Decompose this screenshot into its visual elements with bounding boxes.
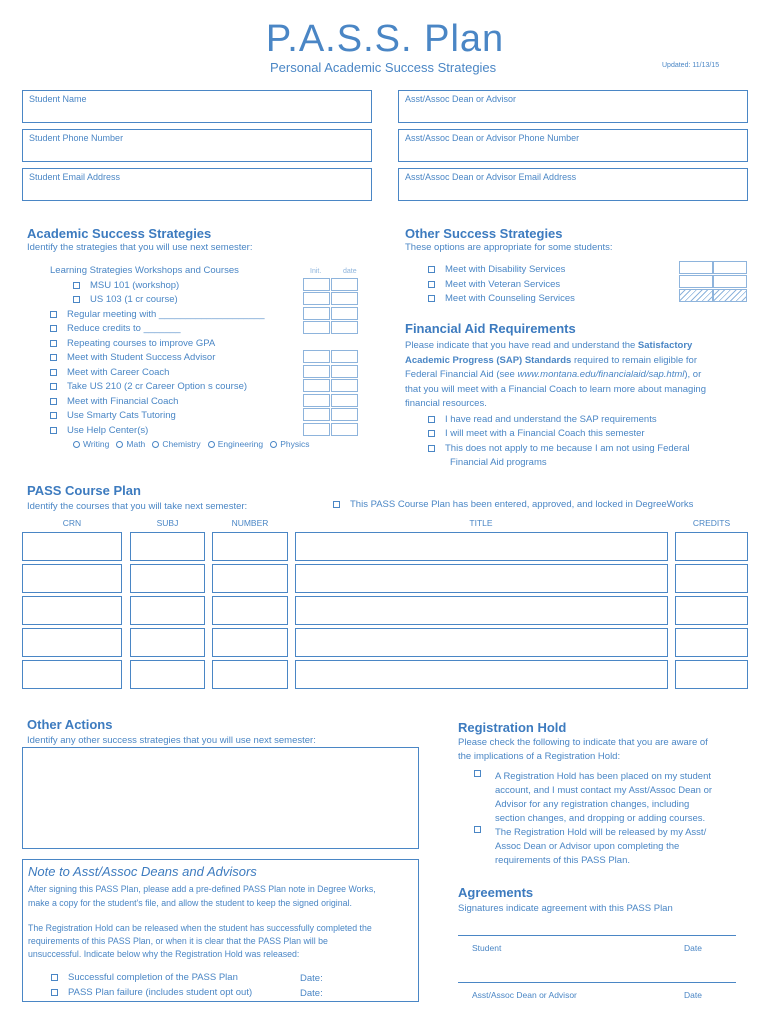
financial-paragraph: Please indicate that you have read and understand the Satisfactory Academic Progress (SAP) Standards required to remain eligible for Federal Financial Aid (see www.montana.edu/financialaid/sap.html), or that you will meet with a Financial Coach to learn more about managing financial resources.	[405, 340, 706, 409]
other-item[interactable]: Meet with Disability Services	[428, 264, 565, 275]
init-box[interactable]	[303, 394, 330, 407]
advisor-phone-field[interactable]	[398, 129, 748, 162]
agreements-heading: Agreements	[458, 885, 534, 900]
course-subj-cell[interactable]	[130, 532, 205, 561]
academic-item[interactable]: Take US 210 (2 cr Career Option s course)	[50, 381, 247, 392]
course-subj-cell[interactable]	[130, 596, 205, 625]
other-actions-instruction: Identify any other success strategies that you will use next semester:	[27, 735, 316, 746]
checkbox[interactable]	[428, 266, 435, 273]
course-credits-cell[interactable]	[675, 564, 748, 593]
course-credits-cell[interactable]	[675, 596, 748, 625]
disabled-date-box	[713, 289, 747, 302]
financial-item[interactable]: This does not apply to me because I am not using Federal	[428, 443, 690, 454]
other-actions-textarea[interactable]	[22, 747, 419, 849]
course-subj-cell[interactable]	[130, 660, 205, 689]
note-option-success[interactable]: Successful completion of the PASS Plan	[51, 972, 238, 983]
other-actions-heading: Other Actions	[27, 717, 113, 732]
academic-instruction: Identify the strategies that you will use next semester:	[27, 242, 253, 253]
date-box[interactable]	[713, 261, 747, 274]
course-title-cell[interactable]	[295, 628, 668, 657]
checkbox[interactable]	[50, 311, 57, 318]
init-box[interactable]	[303, 278, 330, 291]
advisor-signature-line[interactable]	[458, 982, 736, 983]
init-box[interactable]	[303, 307, 330, 320]
date-box[interactable]	[331, 379, 358, 392]
col-title: TITLE	[469, 518, 493, 528]
note-date-label: Date:	[300, 988, 323, 999]
checkbox[interactable]	[50, 398, 57, 405]
date-box[interactable]	[331, 278, 358, 291]
page-subtitle: Personal Academic Success Strategies	[270, 60, 497, 75]
col-number: NUMBER	[231, 518, 269, 528]
init-box[interactable]	[303, 379, 330, 392]
registration-heading: Registration Hold	[458, 720, 567, 735]
init-label: Init.	[310, 268, 322, 275]
course-number-cell[interactable]	[212, 660, 288, 689]
checkbox[interactable]	[73, 296, 80, 303]
advisor-name-field[interactable]	[398, 90, 748, 123]
student-phone-label: Student Phone Number	[29, 133, 124, 143]
init-box[interactable]	[303, 321, 330, 334]
financial-item-continued: Financial Aid programs	[450, 457, 547, 468]
student-name-label: Student Name	[29, 94, 87, 104]
checkbox[interactable]	[333, 501, 340, 508]
course-title-cell[interactable]	[295, 660, 668, 689]
col-crn: CRN	[62, 518, 82, 528]
checkbox[interactable]	[428, 430, 435, 437]
course-number-cell[interactable]	[212, 532, 288, 561]
student-phone-field[interactable]	[22, 129, 372, 162]
student-email-label: Student Email Address	[29, 172, 121, 182]
academic-item[interactable]: Repeating courses to improve GPA	[50, 338, 215, 349]
date-box[interactable]	[713, 275, 747, 288]
student-name-field[interactable]	[22, 90, 372, 123]
academic-item[interactable]: Meet with Student Success Advisor	[50, 352, 215, 363]
checkbox[interactable]	[50, 412, 57, 419]
course-crn-cell[interactable]	[22, 660, 122, 689]
course-crn-cell[interactable]	[22, 628, 122, 657]
advisor-signature-label: Asst/Assoc Dean or Advisor	[472, 990, 577, 1000]
disabled-init-box	[679, 289, 713, 302]
course-crn-cell[interactable]	[22, 596, 122, 625]
other-item[interactable]: Meet with Counseling Services	[428, 293, 575, 304]
col-subj: SUBJ	[156, 518, 179, 528]
date-box[interactable]	[331, 365, 358, 378]
academic-heading: Academic Success Strategies	[27, 226, 212, 241]
course-title-cell[interactable]	[295, 532, 668, 561]
help-center-engineering[interactable]: Engineering	[208, 439, 263, 449]
other-item[interactable]: Meet with Veteran Services	[428, 279, 560, 290]
academic-item[interactable]: Use Smarty Cats Tutoring	[50, 410, 176, 421]
checkbox[interactable]	[50, 383, 57, 390]
checkbox[interactable]	[51, 974, 58, 981]
course-crn-cell[interactable]	[22, 532, 122, 561]
academic-item[interactable]: Reduce credits to _______	[50, 323, 181, 334]
checkbox[interactable]	[50, 427, 57, 434]
init-box[interactable]	[679, 261, 713, 274]
help-center-writing[interactable]: Writing	[73, 439, 109, 449]
other-heading: Other Success Strategies	[405, 226, 563, 241]
checkbox[interactable]	[474, 770, 481, 777]
student-email-field[interactable]	[22, 168, 372, 201]
course-subj-cell[interactable]	[130, 564, 205, 593]
note-heading: Note to Asst/Assoc Deans and Advisors	[28, 864, 257, 879]
date-box[interactable]	[331, 321, 358, 334]
init-box[interactable]	[679, 275, 713, 288]
checkbox[interactable]	[428, 416, 435, 423]
financial-item[interactable]: I will meet with a Financial Coach this semester	[428, 428, 645, 439]
note-option-failure[interactable]: PASS Plan failure (includes student opt out)	[51, 987, 252, 998]
note-box	[22, 859, 419, 1002]
course-number-cell[interactable]	[212, 628, 288, 657]
help-center-math[interactable]: Math	[116, 439, 145, 449]
advisor-date-label: Date	[684, 990, 702, 1000]
advisor-phone-label: Asst/Assoc Dean or Advisor Phone Number	[405, 133, 580, 143]
help-center-options	[73, 439, 310, 449]
col-credits: CREDITS	[692, 518, 731, 528]
help-center-physics[interactable]: Physics	[270, 439, 309, 449]
checkbox[interactable]	[73, 282, 80, 289]
checkbox[interactable]	[428, 445, 435, 452]
page-title: P.A.S.S. Plan	[265, 18, 505, 60]
updated-date: Updated: 11/13/15	[662, 62, 720, 69]
checkbox[interactable]	[428, 295, 435, 302]
init-box[interactable]	[303, 292, 330, 305]
date-box[interactable]	[331, 307, 358, 320]
student-signature-label: Student	[472, 943, 502, 953]
init-box[interactable]	[303, 365, 330, 378]
course-subj-cell[interactable]	[130, 628, 205, 657]
course-credits-cell[interactable]	[675, 660, 748, 689]
course-number-cell[interactable]	[212, 596, 288, 625]
date-box[interactable]	[331, 423, 358, 436]
academic-item[interactable]: Meet with Financial Coach	[50, 396, 178, 407]
registration-intro: Please check the following to indicate that you are aware of the implications of a Registration Hold:	[458, 737, 708, 762]
academic-sub-item[interactable]: US 103 (1 cr course)	[73, 294, 178, 305]
date-box[interactable]	[331, 408, 358, 421]
workshops-label: Learning Strategies Workshops and Courses	[50, 265, 239, 276]
registration-item-2[interactable]: The Registration Hold will be released by my Asst/ Assoc Dean or Advisor upon completing the requirements of this PASS Plan.	[474, 826, 706, 868]
course-plan-heading: PASS Course Plan	[27, 483, 141, 498]
checkbox[interactable]	[50, 340, 57, 347]
registration-item-1[interactable]: A Registration Hold has been placed on my student account, and I must contact my Asst/Assoc Dean or Advisor for any registration changes, including section changes, and dropping or adding courses.	[474, 770, 712, 826]
academic-sub-item[interactable]: MSU 101 (workshop)	[73, 280, 179, 291]
student-signature-line[interactable]	[458, 935, 736, 936]
other-instruction: These options are appropriate for some students:	[405, 242, 613, 253]
agreements-instruction: Signatures indicate agreement with this PASS Plan	[458, 903, 673, 914]
course-credits-cell[interactable]	[675, 628, 748, 657]
date-label: date	[343, 268, 357, 275]
course-plan-instruction: Identify the courses that you will take next semester:	[27, 501, 248, 512]
course-title-cell[interactable]	[295, 596, 668, 625]
init-box[interactable]	[303, 350, 330, 363]
course-title-cell[interactable]	[295, 564, 668, 593]
date-box[interactable]	[331, 350, 358, 363]
financial-heading: Financial Aid Requirements	[405, 321, 576, 336]
student-date-label: Date	[684, 943, 702, 953]
checkbox[interactable]	[50, 369, 57, 376]
advisor-name-label: Asst/Assoc Dean or Advisor	[405, 94, 517, 104]
academic-item[interactable]: Regular meeting with ____________________	[50, 309, 265, 320]
checkbox[interactable]	[428, 281, 435, 288]
note-para2: The Registration Hold can be released when the student has successfully completed the requirements of this PASS Plan, or when it is clear that the PASS Plan will be unsuccessful. Indicate below why the Registration Hold was released:	[28, 923, 372, 959]
note-para1: After signing this PASS Plan, please add a pre-defined PASS Plan note in Degree Works, make a copy for the student's file, and allow the student to keep the signed original.	[28, 884, 376, 908]
checkbox[interactable]	[474, 826, 481, 833]
date-box[interactable]	[331, 394, 358, 407]
help-center-chemistry[interactable]: Chemistry	[152, 439, 200, 449]
academic-item[interactable]: Use Help Center(s)	[50, 425, 148, 436]
note-date-label: Date:	[300, 973, 323, 984]
academic-item[interactable]: Meet with Career Coach	[50, 367, 169, 378]
course-crn-cell[interactable]	[22, 564, 122, 593]
init-box[interactable]	[303, 423, 330, 436]
advisor-email-label: Asst/Assoc Dean or Advisor Email Address	[405, 172, 577, 182]
course-credits-cell[interactable]	[675, 532, 748, 561]
init-box[interactable]	[303, 408, 330, 421]
date-box[interactable]	[331, 292, 358, 305]
degreeworks-confirm[interactable]: This PASS Course Plan has been entered, approved, and locked in DegreeWorks	[333, 499, 693, 510]
checkbox[interactable]	[51, 989, 58, 996]
financial-item[interactable]: I have read and understand the SAP requirements	[428, 414, 657, 425]
checkbox[interactable]	[50, 325, 57, 332]
course-number-cell[interactable]	[212, 564, 288, 593]
checkbox[interactable]	[50, 354, 57, 361]
advisor-email-field[interactable]	[398, 168, 748, 201]
